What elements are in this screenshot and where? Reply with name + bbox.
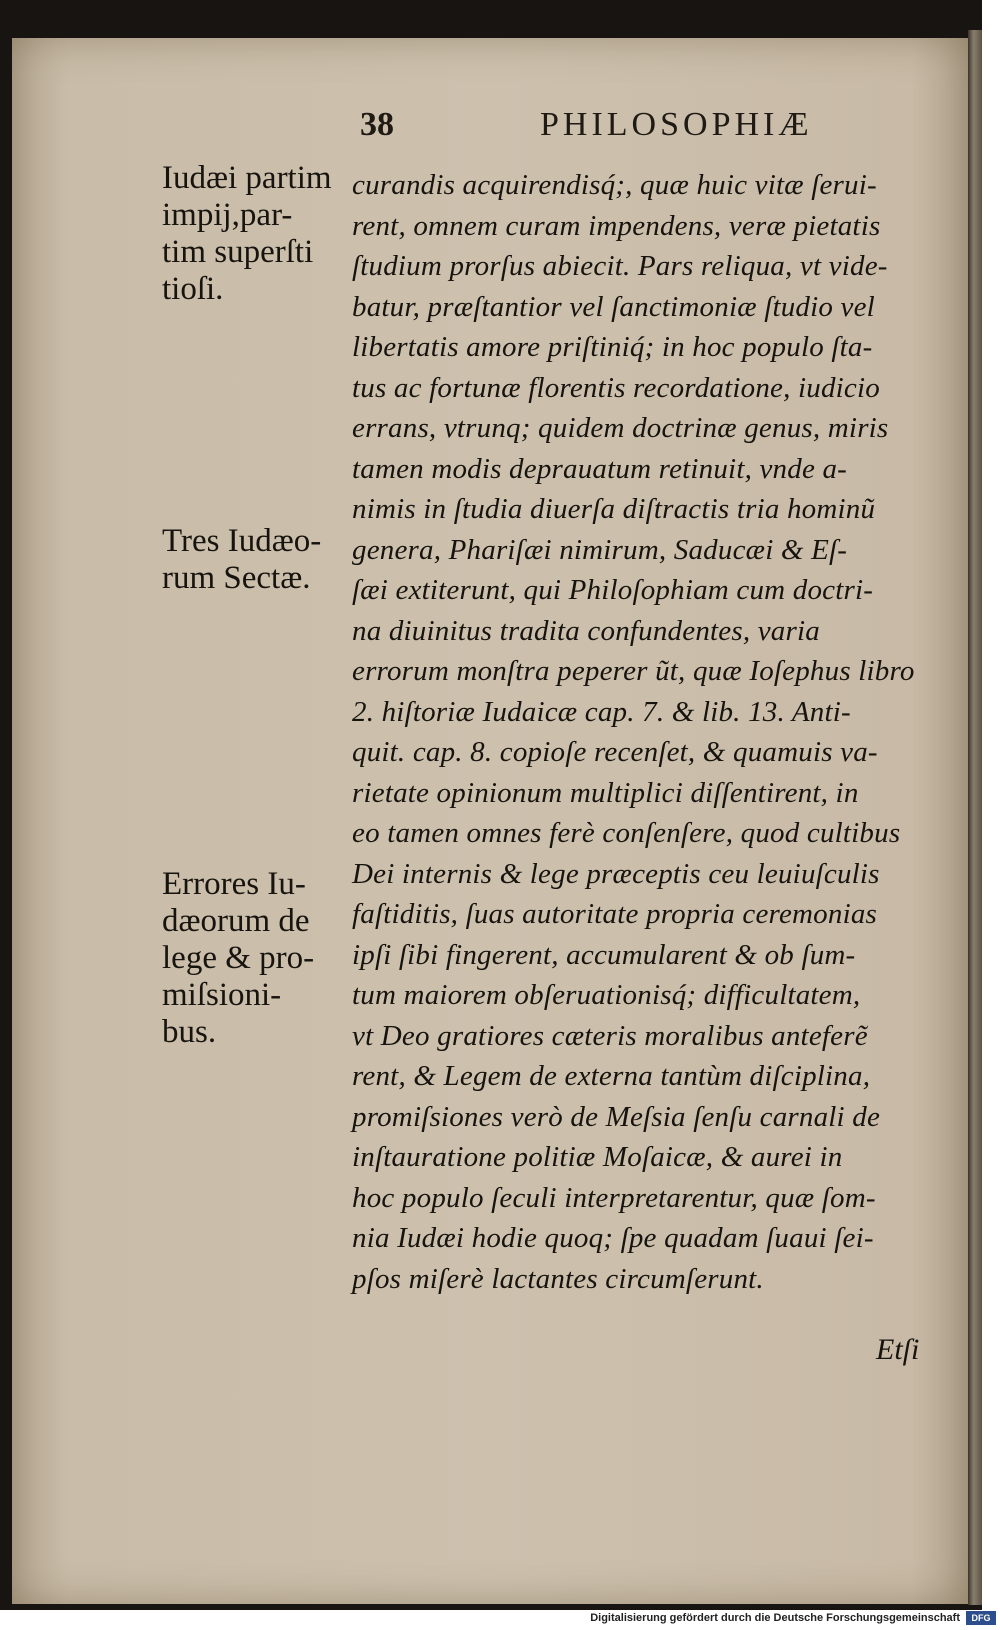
body-line: curandis acquirendisq́;, quæ huic vitæ ſerui- xyxy=(352,169,877,201)
body-line: Dei internis & lege præceptis ceu leuiuſculis xyxy=(352,857,880,890)
margin-note-line: impij,par- xyxy=(162,197,293,233)
margin-note-line: lege & pro- xyxy=(162,940,315,976)
body-line: promiſsiones verò de Meſsia ſenſu carnali de xyxy=(352,1100,881,1133)
page-header xyxy=(12,106,968,146)
page-number: 38 xyxy=(360,106,394,143)
dfg-logo: DFG xyxy=(966,1611,996,1625)
body-line: rent, & Legem de externa tantùm diſciplina, xyxy=(352,1060,871,1092)
body-line: nia Iudæi hodie quoq; ſpe quadam ſuaui ſei- xyxy=(352,1222,874,1254)
book-spine-edge xyxy=(968,30,982,1605)
body-line: nimis in ſtudia diuerſa diſtractis tria hominũ xyxy=(352,493,876,525)
body-line: libertatis amore priſtiniq́; in hoc populo ſta- xyxy=(352,331,873,363)
margin-note-line: tioſi. xyxy=(162,271,224,307)
body-line: errans, vtrunq; quidem doctrinæ genus, miris xyxy=(352,412,889,444)
body-line: hoc populo ſeculi interpretarentur, quæ ſom- xyxy=(352,1181,876,1214)
body-line: tamen modis deprauatum retinuit, vnde a- xyxy=(352,452,848,485)
body-line: ſæi extiterunt, qui Philoſophiam cum doctri- xyxy=(352,574,874,606)
margin-note-3 xyxy=(162,866,352,1051)
margin-note-line: Iudæi partim xyxy=(162,160,332,196)
body-line: rietate opinionum multiplici diſſentirent, in xyxy=(352,776,859,809)
body-line: faſtiditis, ſuas autoritate propria ceremonias xyxy=(352,898,878,930)
body-line: vt Deo gratiores cæteris moralibus anteferẽ xyxy=(352,1019,868,1052)
margin-note-line: dæorum de xyxy=(162,903,310,939)
margin-note-2 xyxy=(162,523,352,597)
body-line: batur, præſtantior vel ſanctimoniæ ſtudio vel xyxy=(352,290,875,323)
body-line: 2. hiſtoriæ Iudaicæ cap. 7. & lib. 13. Anti- xyxy=(352,695,851,728)
body-line: genera, Phariſæi nimirum, Saducæi & Eſ- xyxy=(352,533,848,566)
funding-credit: Digitalisierung gefördert durch die Deutsche Forschungsgemeinschaft xyxy=(590,1612,960,1624)
margin-note-line: miſsioni- xyxy=(162,977,282,1013)
margin-note-1 xyxy=(162,160,352,308)
margin-note-line: Errores Iu- xyxy=(162,866,306,902)
catchword: Etſi xyxy=(876,1333,920,1366)
running-head: PHILOSOPHIÆ xyxy=(540,106,813,143)
body-text xyxy=(352,165,952,1299)
body-line: tus ac fortunæ florentis recordatione, iudicio xyxy=(352,371,880,404)
body-line: tum maiorem obſeruationisq́; difficultatem, xyxy=(352,979,861,1011)
body-line: pſos miſerè lactantes circumſerunt. xyxy=(352,1262,764,1295)
margin-note-line: rum Sectæ. xyxy=(162,560,311,596)
margin-note-line: Tres Iudæo- xyxy=(162,523,322,559)
body-line: ipſi ſibi fingerent, accumularent & ob ſum- xyxy=(352,938,856,971)
body-line: inſtauratione politiæ Moſaicæ, & aurei in xyxy=(352,1141,843,1173)
body-line: rent, omnem curam impendens, veræ pietatis xyxy=(352,209,881,242)
margin-note-line: bus. xyxy=(162,1014,217,1050)
body-line: errorum monſtra peperer ũt, quæ Ioſephus libro xyxy=(352,655,915,687)
body-line: eo tamen omnes ferè conſenſere, quod cultibus xyxy=(352,817,901,849)
footer-bar xyxy=(0,1610,1000,1630)
body-line: quit. cap. 8. copioſe recenſet, & quamuis va- xyxy=(352,736,878,768)
book-page xyxy=(12,38,968,1604)
margin-note-line: tim superſti xyxy=(162,234,314,270)
body-line: na diuinitus tradita confundentes, varia xyxy=(352,614,820,647)
body-line: ſtudium prorſus abiecit. Pars reliqua, vt vide- xyxy=(352,250,888,282)
